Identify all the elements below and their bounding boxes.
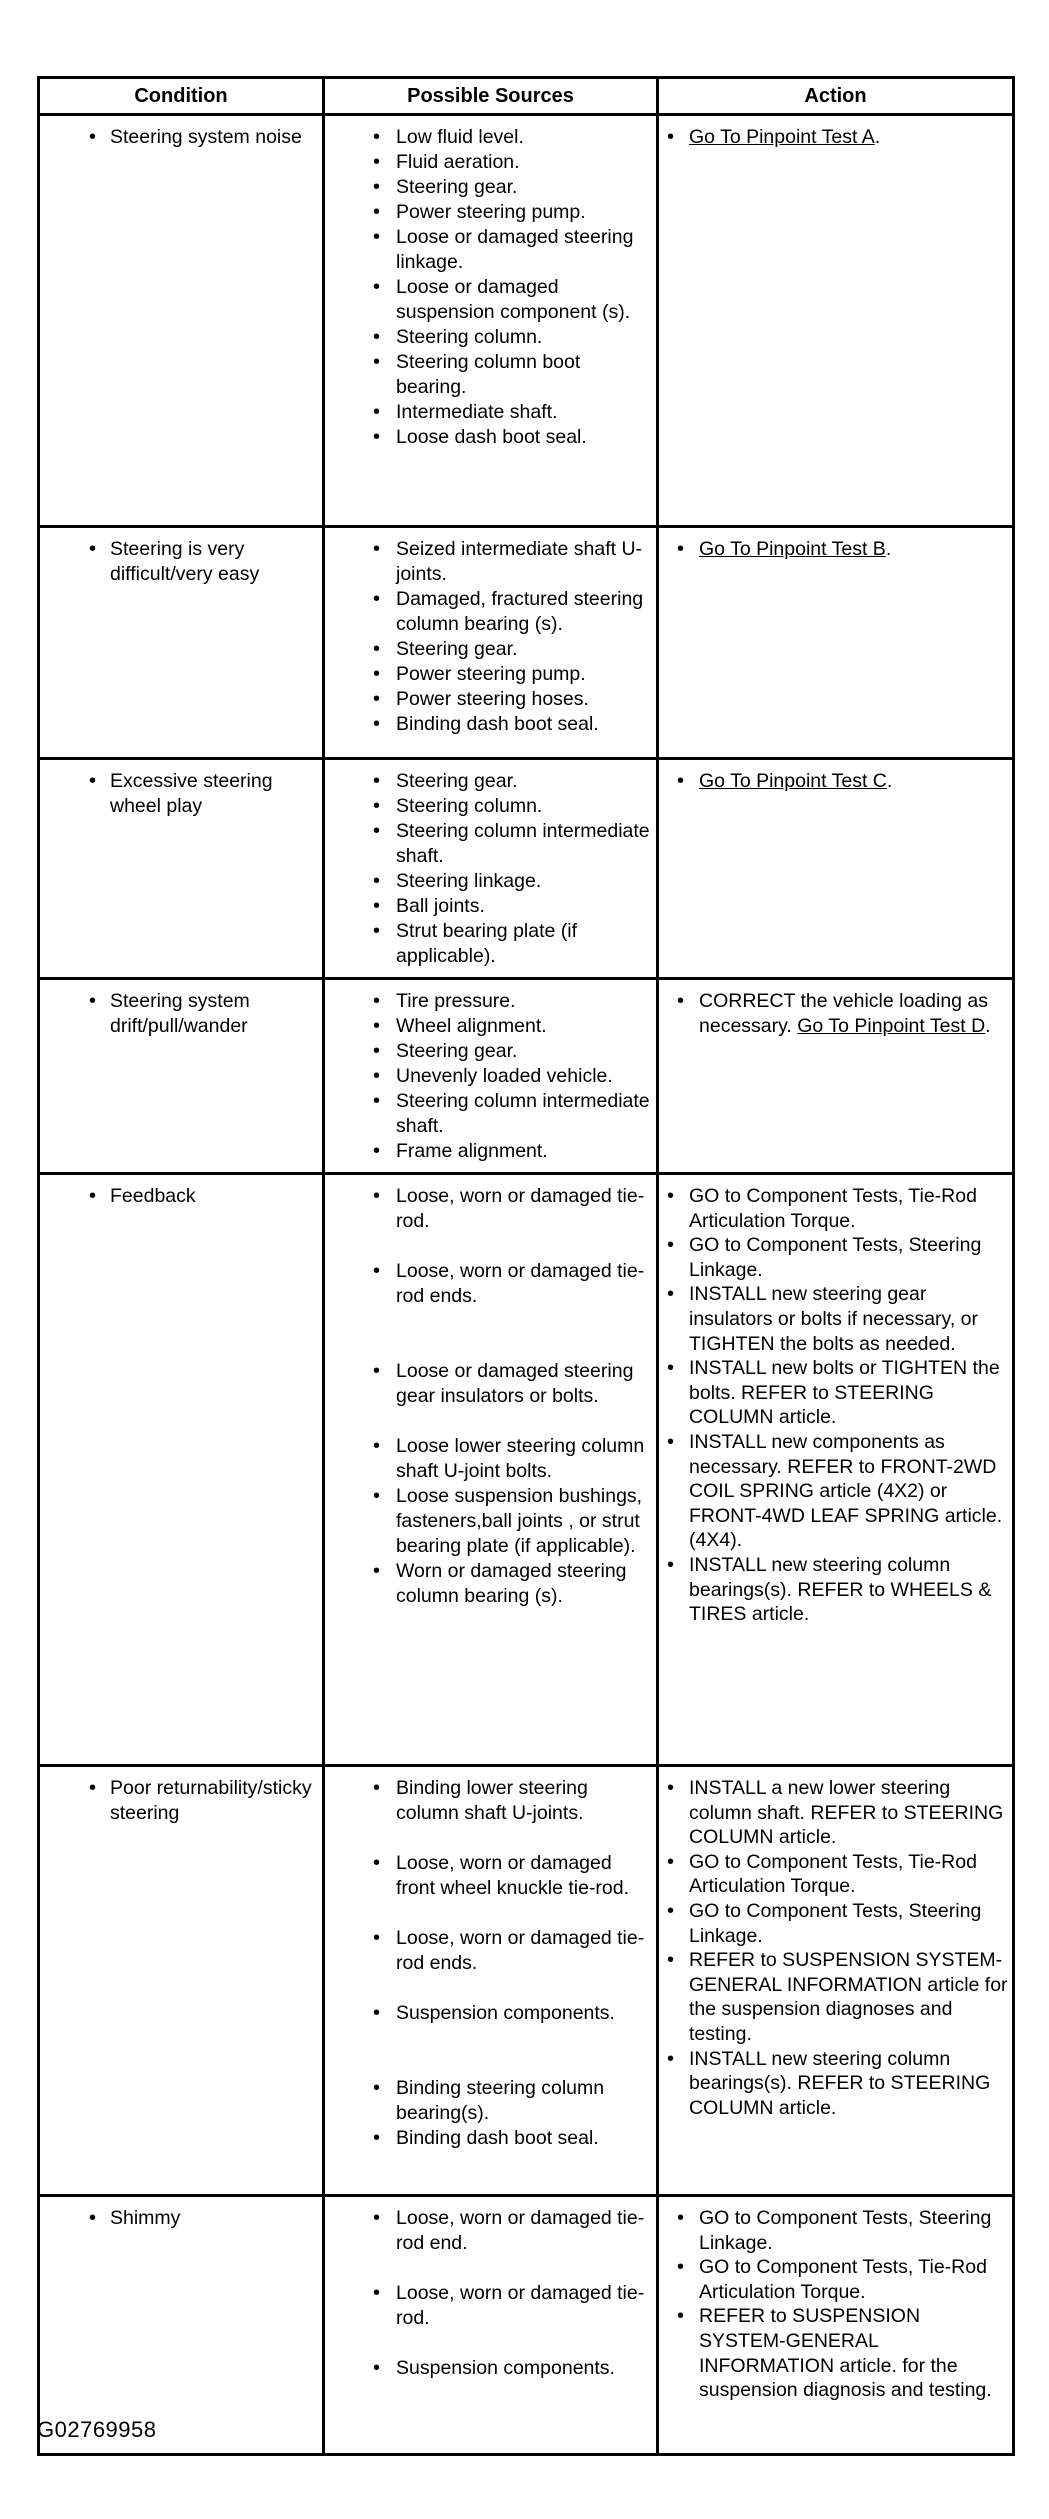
source-item: • Ball joints. (325, 894, 654, 919)
source-item: • Steering linkage. (325, 869, 654, 894)
source-item: • Binding lower steering column shaft U-joints. (325, 1776, 654, 1826)
source-item: • Steering column. (325, 325, 654, 350)
source-item: • Strut bearing plate (if applicable). (325, 919, 654, 969)
source-item: • Steering gear. (325, 175, 654, 200)
source-item: • Steering gear. (325, 1039, 654, 1064)
source-item: • Tire pressure. (325, 989, 654, 1014)
sources-cell (324, 979, 658, 1174)
pinpoint-test-a-link[interactable]: Go To Pinpoint Test A (689, 126, 875, 148)
source-item: • Frame alignment. (325, 1139, 654, 1164)
source-item: • Loose or damaged steering gear insulators or bolts. (325, 1359, 654, 1409)
source-item: • Suspension components. (325, 2356, 654, 2381)
action-item (659, 769, 1008, 794)
source-item: • Intermediate shaft. (325, 400, 654, 425)
source-item: • Unevenly loaded vehicle. (325, 1064, 654, 1089)
source-item: • Loose dash boot seal. (325, 425, 654, 450)
action-item: • REFER to SUSPENSION SYSTEM-GENERAL INFORMATION article. for the suspension diagnosis and testing. (659, 2304, 1008, 2402)
action-cell (658, 115, 1014, 527)
action-item (659, 125, 1008, 150)
pinpoint-test-d-link[interactable]: Go To Pinpoint Test D (797, 1014, 986, 1037)
action-cell (658, 1766, 1014, 2196)
action-suffix: . (985, 1014, 991, 1037)
source-item: • Steering column boot bearing. (325, 350, 654, 400)
source-item: • Suspension components. (325, 2001, 654, 2026)
pinpoint-test-c-link[interactable]: Go To Pinpoint Test C (699, 770, 887, 792)
action-text: CORRECT the vehicle loading as necessary. (699, 990, 989, 1037)
action-cell (658, 527, 1014, 759)
action-item: • GO to Component Tests, Steering Linkage. (659, 1899, 1008, 1948)
source-item: • Wheel alignment. (325, 1014, 654, 1039)
sources-cell (324, 2196, 658, 2455)
action-item: • INSTALL new bolts or TIGHTEN the bolts. REFER to STEERING COLUMN article. (659, 1356, 1008, 1430)
source-item: • Steering column intermediate shaft. (325, 819, 654, 869)
table-row (39, 2196, 1014, 2455)
header-action: Action (658, 78, 1014, 115)
source-item: • Steering column. (325, 794, 654, 819)
action-item: • INSTALL a new lower steering column shaft. REFER to STEERING COLUMN article. (659, 1776, 1008, 1850)
action-item: • INSTALL new steering column bearings(s). REFER to WHEELS & TIRES article. (659, 1553, 1008, 1627)
condition-cell (39, 1174, 324, 1766)
source-item: • Loose, worn or damaged tie-rod. (325, 1184, 654, 1234)
condition-text: • Excessive steering wheel play (40, 769, 318, 819)
sources-cell (324, 115, 658, 527)
action-cell (658, 759, 1014, 979)
source-item: • Steering column intermediate shaft. (325, 1089, 654, 1139)
condition-text: • Steering system noise (40, 125, 318, 150)
table-row (39, 1766, 1014, 2196)
action-suffix: . (886, 770, 893, 792)
action-item: • GO to Component Tests, Tie-Rod Articulation Torque. (659, 1184, 1008, 1233)
condition-text: • Feedback (40, 1184, 318, 1209)
source-item: • Damaged, fractured steering column bearing (s). (325, 587, 654, 637)
source-item: • Binding steering column bearing(s). (325, 2076, 654, 2126)
table-row (39, 759, 1014, 979)
pinpoint-test-b-link[interactable]: Go To Pinpoint Test B (699, 538, 886, 560)
condition-text: • Steering is very difficult/very easy (40, 537, 318, 587)
source-item: • Loose, worn or damaged front wheel knuckle tie-rod. (325, 1851, 654, 1901)
condition-text: • Shimmy (40, 2206, 318, 2231)
condition-text: • Steering system drift/pull/wander (40, 989, 318, 1039)
source-item: • Seized intermediate shaft U-joints. (325, 537, 654, 587)
figure-id: G02769958 (37, 2417, 157, 2442)
source-item: • Loose, worn or damaged tie-rod ends. (325, 1259, 654, 1309)
source-item: • Binding dash boot seal. (325, 2126, 654, 2151)
action-item: • GO to Component Tests, Steering Linkage. (659, 2206, 1008, 2255)
source-item: • Steering gear. (325, 769, 654, 794)
condition-cell (39, 115, 324, 527)
action-item: • INSTALL new components as necessary. REFER to FRONT-2WD COIL SPRING article (4X2) or FRONT-4WD LEAF SPRING article. (4X4). (659, 1430, 1008, 1553)
action-item: • REFER to SUSPENSION SYSTEM-GENERAL INFORMATION article for the suspension diagnoses and testing. (659, 1948, 1008, 2046)
action-item: • GO to Component Tests, Tie-Rod Articulation Torque. (659, 1850, 1008, 1899)
action-suffix: . (885, 538, 892, 560)
source-item: • Low fluid level. (325, 125, 654, 150)
table-row (39, 115, 1014, 527)
action-item: • GO to Component Tests, Steering Linkage. (659, 1233, 1008, 1282)
action-item (659, 989, 1008, 1038)
condition-cell (39, 527, 324, 759)
sources-cell (324, 759, 658, 979)
source-item: • Loose or damaged suspension component (s). (325, 275, 654, 325)
source-item: • Power steering pump. (325, 662, 654, 687)
header-possible-sources: Possible Sources (324, 78, 658, 115)
diagnosis-table (37, 76, 1015, 2456)
source-item: • Loose, worn or damaged tie-rod ends. (325, 1926, 654, 1976)
table-row (39, 979, 1014, 1174)
action-cell (658, 979, 1014, 1174)
condition-text: • Poor returnability/sticky steering (40, 1776, 318, 1826)
action-item: • INSTALL new steering gear insulators or bolts if necessary, or TIGHTEN the bolts as needed. (659, 1282, 1008, 1356)
action-item (659, 537, 1008, 562)
condition-cell (39, 1766, 324, 2196)
header-row (39, 78, 1014, 115)
action-cell (658, 2196, 1014, 2455)
source-item: • Loose suspension bushings, fasteners,ball joints , or strut bearing plate (if applicable). (325, 1484, 654, 1559)
source-item: • Binding dash boot seal. (325, 712, 654, 737)
source-item: • Loose, worn or damaged tie-rod. (325, 2281, 654, 2331)
table-row (39, 527, 1014, 759)
condition-cell (39, 759, 324, 979)
condition-cell (39, 2196, 324, 2455)
action-item: • INSTALL new steering column bearings(s). REFER to STEERING COLUMN article. (659, 2047, 1008, 2121)
action-cell (658, 1174, 1014, 1766)
condition-cell (39, 979, 324, 1174)
source-item: • Steering gear. (325, 637, 654, 662)
source-item: • Fluid aeration. (325, 150, 654, 175)
source-item: • Loose or damaged steering linkage. (325, 225, 654, 275)
source-item: • Loose lower steering column shaft U-joint bolts. (325, 1434, 654, 1484)
sources-cell (324, 527, 658, 759)
action-item: • GO to Component Tests, Tie-Rod Articulation Torque. (659, 2255, 1008, 2304)
table-row (39, 1174, 1014, 1766)
source-item: • Worn or damaged steering column bearing (s). (325, 1559, 654, 1609)
header-condition: Condition (39, 78, 324, 115)
source-item: • Loose, worn or damaged tie-rod end. (325, 2206, 654, 2256)
action-suffix: . (874, 126, 881, 148)
sources-cell (324, 1766, 658, 2196)
source-item: • Power steering pump. (325, 200, 654, 225)
sources-cell (324, 1174, 658, 1766)
source-item: • Power steering hoses. (325, 687, 654, 712)
